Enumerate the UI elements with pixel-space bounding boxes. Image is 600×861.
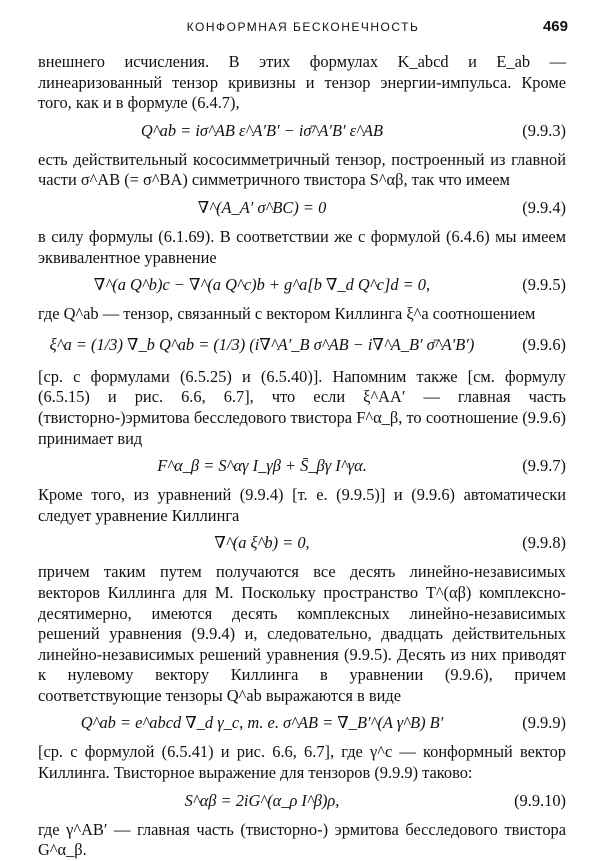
equation-number: (9.9.4) xyxy=(522,197,566,217)
paragraph-6: Кроме того, из уравнений (9.9.4) [т. е. (9.9.5)] и (9.9.6) автоматически следует уравнение Киллинга xyxy=(38,485,566,525)
equation-number: (9.9.8) xyxy=(522,533,566,553)
equation-formula: ξ^a = (1/3) ∇_b Q^ab = (1/3) (i∇^A′_B σ^AB − i∇^A_B′ σ̄^A′B′) xyxy=(49,334,475,354)
paragraph-9: где γ^AB′ — главная часть (твисторно-) эрмитова бесследового твистора G^α_β. xyxy=(38,819,566,860)
equation-9-9-3 xyxy=(38,115,566,149)
equation-number: (9.9.7) xyxy=(522,456,566,476)
equation-number: (9.9.5) xyxy=(522,275,566,295)
equation-number: (9.9.9) xyxy=(522,713,566,733)
equation-formula: S^αβ = 2iG^(α_ρ I^β)ρ, xyxy=(184,790,340,810)
body-text xyxy=(38,52,566,861)
page-number: 469 xyxy=(542,18,568,35)
running-title: КОНФОРМНАЯ БЕСКОНЕЧНОСТЬ xyxy=(186,20,420,34)
equation-9-9-7 xyxy=(38,450,566,484)
equation-9-9-10 xyxy=(38,785,566,819)
paragraph-7: причем таким путем получаются все десять линейно-независимых векторов Киллинга для M. Поскольку пространство T^(αβ) комплексно-десятимерно, имеются десять комплексных линейно-независимых решений уравнения (9.9.4) и, следовательно, двадцать действительных линейно-независимых решений уравнения (9.9.5). Десять из них приводят к нулевому вектору Киллинга в уравнении (9.9.6), причем соответствующие тензоры Q^ab выражаются в виде xyxy=(38,562,566,705)
equation-9-9-9 xyxy=(38,707,566,741)
paragraph-5: [ср. с формулами (6.5.25) и (6.5.40)]. Напомним также [см. формулу (6.5.15) и рис. 6.6, 6.7], что если ξ^AA′ — главная часть (твисторно-)эрмитова бесследового твистора F^α_β, то соотношение (9.9.6) принимает вид xyxy=(38,366,566,448)
equation-9-9-6 xyxy=(38,326,566,366)
page-header xyxy=(38,20,568,42)
paragraph-2: есть действительный кососимметричный тензор, построенный из главной части σ^AB (= σ^BA) симметричного твистора S^αβ, так что имеем xyxy=(38,149,566,190)
equation-number: (9.9.6) xyxy=(522,334,566,354)
equation-9-9-4 xyxy=(38,192,566,226)
paragraph-8: [ср. с формулой (6.5.41) и рис. 6.6, 6.7], где γ^c — конформный вектор Киллинга. Твисторное выражение для тензоров (9.9.9) таково: xyxy=(38,742,566,783)
equation-formula: F^α_β = S^αγ I_γβ + S̄_βγ I^γα. xyxy=(157,456,367,476)
paragraph-3: в силу формулы (6.1.69). В соответствии же с формулой (6.4.6) мы имеем эквивалентное уравнение xyxy=(38,226,566,267)
equation-formula: ∇^(a Q^b)c − ∇^(a Q^c)b + g^a[b ∇_d Q^c]d = 0, xyxy=(93,275,431,295)
equation-number: (9.9.10) xyxy=(514,790,566,810)
equation-9-9-8 xyxy=(38,527,566,561)
equation-number: (9.9.3) xyxy=(522,120,566,140)
equation-formula: ∇^(a ξ^b) = 0, xyxy=(214,533,310,553)
paragraph-4: где Q^ab — тензор, связанный с вектором Киллинга ξ^a соотношением xyxy=(38,304,536,324)
equation-formula: ∇^(A_A′ σ^BC) = 0 xyxy=(197,197,327,217)
equation-formula: Q^ab = iσ^AB ε^A′B′ − iσ̄^A′B′ ε^AB xyxy=(140,120,384,140)
paragraph-1: внешнего исчисления. В этих формулах K_abcd и E_ab — линеаризованный тензор кривизны и тензор энергии-импульса. Кроме того, как и в формуле (6.4.7), xyxy=(38,52,566,113)
equation-formula: Q^ab = e^abcd ∇_d γ_c, т. е. σ^AB = ∇_B′^(A γ^B) B′ xyxy=(80,713,444,733)
equation-9-9-5 xyxy=(38,269,566,303)
